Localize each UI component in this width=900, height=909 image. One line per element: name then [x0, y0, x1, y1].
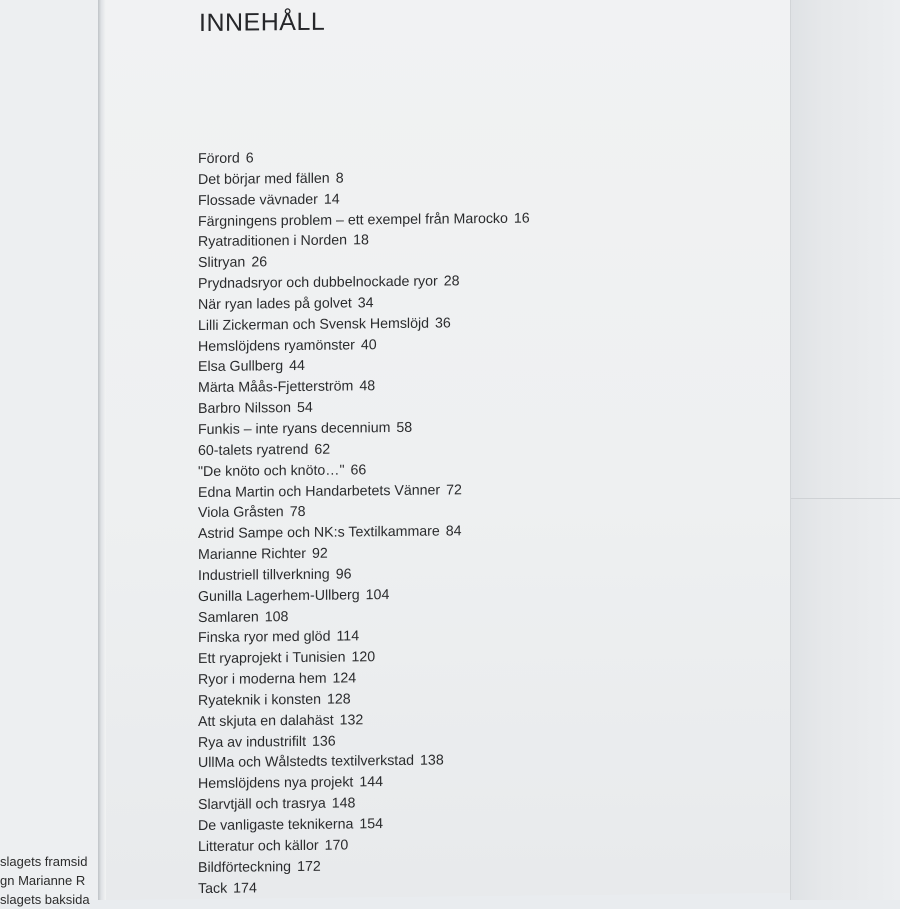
toc-entry-page-number: 58: [396, 419, 413, 436]
toc-entry-page-number: 92: [312, 545, 328, 562]
toc-entry-title: Funkis – inte ryans decennium: [198, 419, 391, 439]
toc-entry-title: Elsa Gullberg: [198, 358, 284, 376]
contents-page: [106, 0, 796, 900]
toc-entry-title: Ett ryaprojekt i Tunisien: [198, 649, 346, 668]
left-page-line: slagets framsid: [0, 854, 88, 869]
toc-entry-title: Att skjuta en dalahäst: [198, 712, 334, 730]
toc-entry-page-number: 172: [297, 858, 321, 875]
toc-entry-page-number: 132: [339, 712, 364, 729]
book-gutter: [98, 0, 106, 900]
toc-entry-title: Märta Måås-Fjetterström: [198, 378, 354, 397]
toc-entry-page-number: 108: [264, 608, 289, 625]
toc-entry-title: Ryatraditionen i Norden: [198, 232, 348, 251]
toc-entry-page-number: 72: [446, 481, 462, 498]
toc-entry-title: Barbro Nilsson: [198, 400, 292, 418]
toc-entry-title: Astrid Sampe och NK:s Textilkammare: [198, 523, 440, 543]
toc-entry-page-number: 78: [289, 504, 306, 521]
toc-entry-title: Slarvtjäll och trasrya: [198, 795, 326, 814]
toc-entry-title: Hemslöjdens nya projekt: [198, 774, 354, 793]
toc-entry-page-number: 96: [335, 566, 352, 583]
toc-entry-title: När ryan lades på golvet: [198, 295, 352, 313]
toc-entry-page-number: 170: [324, 837, 349, 854]
page-fold-line: [791, 498, 900, 499]
toc-entry-page-number: 124: [332, 670, 357, 687]
toc-entry-page-number: 14: [323, 191, 340, 208]
toc-entry-title: Hemslöjdens ryamönster: [198, 336, 355, 355]
left-page-line: slagets baksida: [0, 892, 90, 907]
toc-entry-title: Viola Gråsten: [198, 504, 284, 522]
toc-entry-title: "De knöto och knöto…": [198, 462, 345, 480]
page-title: INNEHÅLL: [199, 7, 326, 38]
toc-entry-title: 60-talets ryatrend: [198, 441, 309, 459]
toc-entry-title: Industriell tillverkning: [198, 566, 330, 584]
toc-entry-title: Litteratur och källor: [198, 837, 319, 855]
toc-entry-title: Förord: [198, 150, 240, 168]
toc-entry-page-number: 138: [420, 752, 444, 770]
toc-entry-page-number: 16: [513, 210, 530, 227]
toc-entry-title: Ryor i moderna hem: [198, 670, 327, 689]
toc-entry-page-number: 114: [336, 628, 360, 645]
toc-entry-page-number: 66: [350, 461, 367, 479]
toc-entry-page-number: 44: [289, 358, 305, 375]
toc-entry: [198, 208, 530, 232]
toc-entry-page-number: 18: [353, 232, 369, 249]
toc-entry-page-number: 26: [251, 254, 268, 271]
toc-entry-page-number: 154: [359, 816, 384, 833]
left-page: [0, 0, 98, 907]
toc-entry-title: Bildförteckning: [198, 858, 292, 876]
toc-entry-page-number: 34: [357, 295, 374, 312]
toc-entry-title: Marianne Richter: [198, 545, 307, 564]
toc-entry-page-number: 174: [233, 879, 257, 897]
toc-entry-title: UllMa och Wålstedts textilverkstad: [198, 753, 415, 772]
toc-entry-title: Finska ryor med glöd: [198, 629, 331, 647]
toc-entry-title: Lilli Zickerman och Svensk Hemslöjd: [198, 315, 430, 334]
toc-entry-title: Gunilla Lagerhem-Ullberg: [198, 587, 360, 605]
toc-entry-page-number: 128: [327, 691, 351, 708]
toc-entry-title: Det börjar med fällen: [198, 170, 330, 188]
table-of-contents: [198, 146, 530, 900]
toc-entry-page-number: 48: [359, 378, 376, 395]
toc-entry-title: Edna Martin och Handarbetets Vänner: [198, 482, 441, 501]
left-page-text: [0, 852, 98, 909]
toc-entry-page-number: 104: [365, 586, 390, 603]
toc-entry-title: Prydnadsryor och dubbelnockade ryor: [198, 273, 438, 293]
toc-entry-page-number: 62: [314, 441, 331, 458]
left-page-line: gn Marianne R: [0, 873, 86, 888]
toc-entry-title: Flossade vävnader: [198, 191, 318, 209]
toc-entry-title: De vanligaste teknikerna: [198, 816, 354, 835]
right-page: [790, 0, 900, 900]
toc-entry-page-number: 28: [443, 273, 460, 290]
toc-entry-page-number: 8: [335, 170, 344, 187]
toc-entry-title: Tack: [198, 880, 228, 897]
toc-entry-page-number: 120: [351, 649, 376, 666]
toc-entry-page-number: 6: [245, 150, 254, 167]
toc-entry-page-number: 40: [360, 336, 377, 353]
toc-entry-page-number: 136: [312, 733, 336, 750]
toc-entry-title: Ryateknik i konsten: [198, 691, 322, 709]
toc-entry-page-number: 144: [359, 774, 384, 791]
toc-entry-page-number: 36: [435, 315, 451, 332]
toc-entry-page-number: 54: [297, 399, 313, 417]
toc-entry-title: Rya av industrifilt: [198, 733, 307, 751]
toc-entry: [198, 875, 530, 899]
toc-entry-page-number: 84: [445, 523, 462, 540]
toc-entry-title: Samlaren: [198, 608, 259, 626]
toc-entry-title: Färgningens problem – ett exempel från Marocko: [198, 210, 508, 230]
toc-entry-title: Slitryan: [198, 254, 246, 272]
toc-entry-page-number: 148: [331, 795, 356, 812]
